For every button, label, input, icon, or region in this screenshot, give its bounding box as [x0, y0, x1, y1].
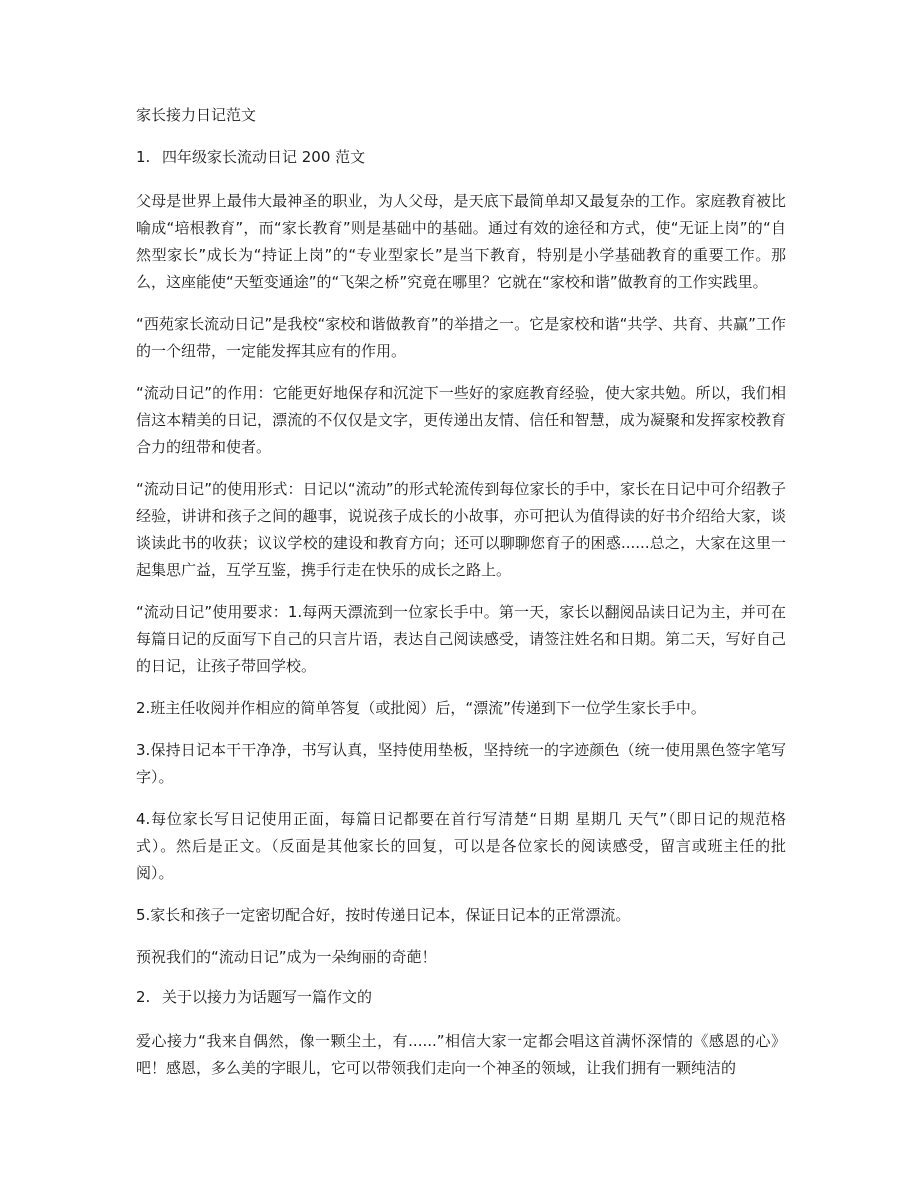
paragraph: 父母是世界上最伟大最神圣的职业，为人父母，是天底下最简单却又最复杂的工作。家庭教育被比喻成“培根教育”，而“家长教育”则是基础中的基础。通过有效的途径和方式，使“无证上岗”的“自然型家长”成长为“持证上岗”的“专业型家长”是当下教育，特别是小学基础教育的重要工作。那么，这座能使“天堑变通途”的“飞架之桥”究竟在哪里？它就在“家校和谐”做教育的工作实践里。 — [136, 192, 786, 291]
section-title: 四年级家长流动日记 200 范文 — [162, 148, 366, 166]
paragraph: “西苑家长流动日记”是我校“家校和谐做教育”的举措之一。它是家校和谐“共学、共育、共赢”工作的一个纽带，一定能发挥其应有的作用。 — [136, 315, 786, 360]
section-title: 关于以接力为话题写一篇作文的 — [162, 988, 373, 1006]
paragraph: “流动日记”使用要求：1.每两天漂流到一位家长手中。第一天，家长以翻阅品读日记为主，并可在每篇日记的反面写下自己的只言片语，表达自己阅读感受，请签注姓名和日期。第二天，写好自己的日记，让孩子带回学校。 — [136, 603, 786, 675]
paragraph: 2.班主任收阅并作相应的简单答复（或批阅）后，“漂流”传递到下一位学生家长手中。 — [136, 699, 706, 717]
paragraph: 5.家长和孩子一定密切配合好，按时传递日记本，保证日记本的正常漂流。 — [136, 906, 631, 924]
paragraph: 3.保持日记本干干净净，书写认真，坚持使用垫板，坚持统一的字迹颜色（统一使用黑色签字笔写字）。 — [136, 741, 786, 786]
section-heading — [136, 986, 786, 1008]
section-number: 1. — [136, 148, 151, 166]
section-heading — [136, 146, 786, 168]
paragraph: 预祝我们的“流动日记”成为一朵绚丽的奇葩！ — [136, 948, 437, 966]
paragraph: 4.每位家长写日记使用正面，每篇日记都要在首行写清楚“日期 星期几 天气”（即日记的规范格式）。然后是正文。（反面是其他家长的回复，可以是各位家长的阅读感受，留言或班主任的批阅）。 — [136, 810, 786, 882]
paragraph: “流动日记”的使用形式：日记以“流动”的形式轮流传到每位家长的手中，家长在日记中可介绍教子经验，讲讲和孩子之间的趣事，说说孩子成长的小故事，亦可把认为值得读的好书介绍给大家，谈谈读此书的收获；议议学校的建设和教育方向；还可以聊聊您育子的困惑......总之，大家在这里一起集思广益，互学互鉴，携手行走在快乐的成长之路上。 — [136, 480, 786, 579]
document-body — [136, 104, 786, 1097]
section-number: 2. — [136, 988, 151, 1006]
paragraph: 爱心接力“我来自偶然，像一颗尘土，有......”相信大家一定都会唱这首满怀深情的《感恩的心》吧！感恩，多么美的字眼儿，它可以带领我们走向一个神圣的领域，让我们拥有一颗纯洁的 — [136, 1032, 786, 1077]
paragraph: “流动日记”的作用：它能更好地保存和沉淀下一些好的家庭教育经验，使大家共勉。所以，我们相信这本精美的日记，漂流的不仅仅是文字，更传递出友情、信任和智慧，成为凝聚和发挥家校教育合力的纽带和使者。 — [136, 384, 786, 456]
document-title: 家长接力日记范文 — [136, 106, 257, 124]
